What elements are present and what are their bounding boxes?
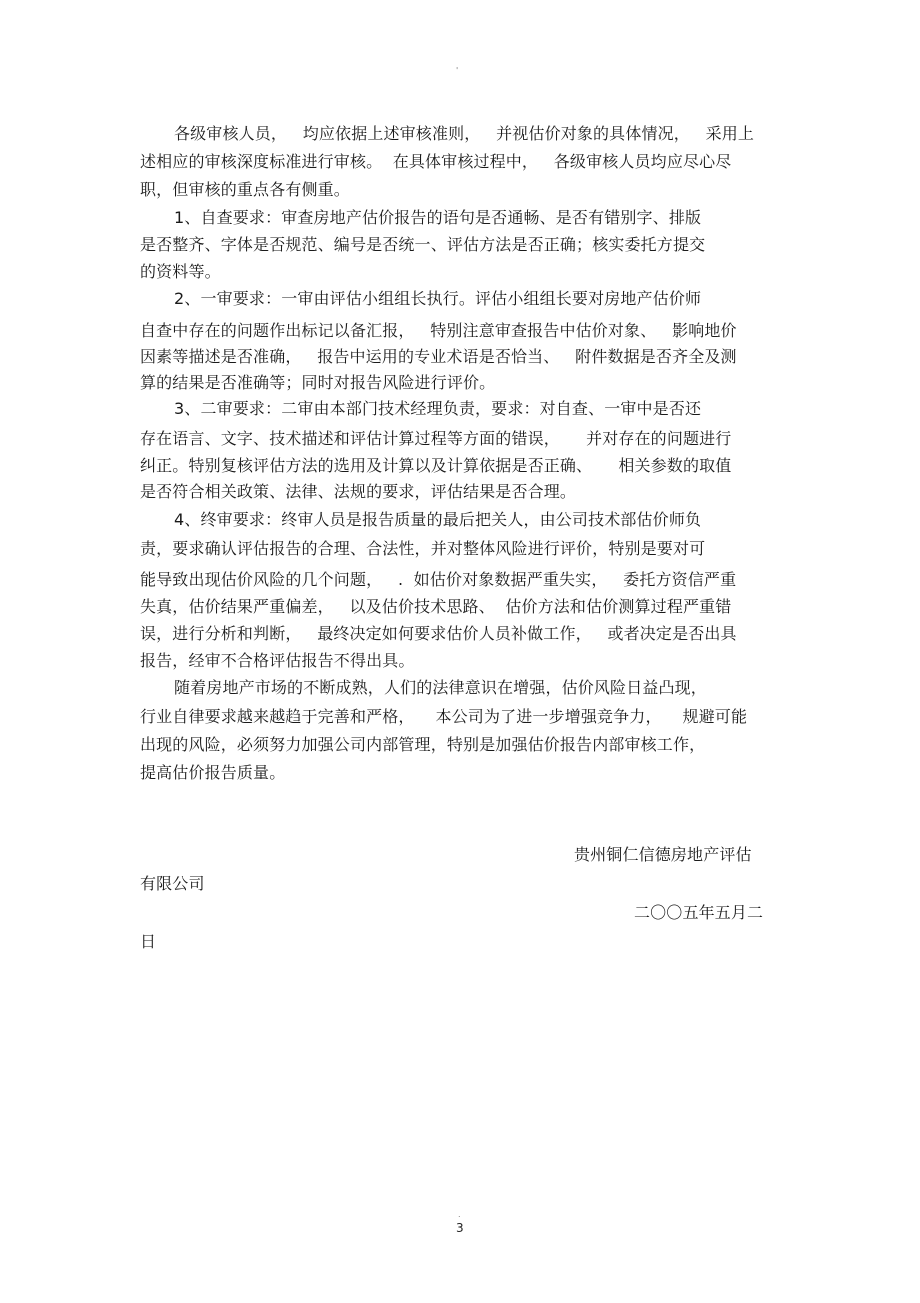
- header-mark: ': [456, 66, 459, 75]
- text-line: 提高估价报告质量。: [140, 763, 286, 782]
- text-line: 随着房地产市场的不断成熟，人们的法律意识在增强，估价风险日益凸现，: [174, 678, 707, 697]
- text-line: 的资料等。: [140, 262, 221, 281]
- text-line: 能导致出现估价风险的几个问题， . 如估价对象数据严重失实， 委托方资信严重: [140, 570, 737, 589]
- text-line: 报告，经审不合格评估报告不得出具。: [140, 651, 415, 670]
- text-line: 责，要求确认评估报告的合理、合法性，并对整体风险进行评价，特别是要对可: [140, 539, 706, 558]
- company-name-continued: 有限公司: [140, 874, 205, 893]
- signature-date: 二〇〇五年五月二: [634, 903, 764, 922]
- text-line: 1、自查要求：审查房地产估价报告的语句是否通畅、是否有错别字、排版: [174, 208, 702, 227]
- text-line: 述相应的审核深度标准进行审核。 在具体审核过程中， 各级审核人员均应尽心尽: [140, 152, 732, 171]
- text-line: 2、一审要求：一审由评估小组组长执行。评估小组组长要对房地产估价师: [174, 289, 702, 308]
- signature-date-continued: 日: [140, 932, 157, 951]
- text-line: 算的结果是否准确等；同时对报告风险进行评价。: [140, 373, 496, 392]
- footer-mark: .: [458, 1210, 461, 1219]
- text-line: 纠正。特别复核评估方法的选用及计算以及计算依据是否正确、 相关参数的取值: [140, 456, 732, 475]
- text-line: 误，进行分析和判断， 最终决定如何要求估价人员补做工作， 或者决定是否出具: [140, 624, 737, 643]
- page-number: 3: [456, 1221, 464, 1235]
- text-line: 4、终审要求：终审人员是报告质量的最后把关人，由公司技术部估价师负: [174, 510, 702, 529]
- text-line: 是否符合相关政策、法律、法规的要求，评估结果是否合理。: [140, 482, 577, 501]
- text-line: 出现的风险，必须努力加强公司内部管理，特别是加强估价报告内部审核工作，: [140, 735, 706, 754]
- text-line: 失真，估价结果严重偏差， 以及估价技术思路、 估价方法和估价测算过程严重错: [140, 597, 732, 616]
- text-line: 存在语言、文字、技术描述和评估计算过程等方面的错误， 并对存在的问题进行: [140, 429, 732, 448]
- text-line: 因素等描述是否准确， 报告中运用的专业术语是否恰当、 附件数据是否齐全及测: [140, 347, 737, 366]
- text-line: 自查中存在的问题作出标记以备汇报， 特别注意审查报告中估价对象、 影响地价: [140, 321, 737, 340]
- text-line: 职，但审核的重点各有侧重。: [140, 180, 350, 199]
- company-name: 贵州铜仁信德房地产评估: [574, 845, 752, 864]
- text-line: 3、二审要求：二审由本部门技术经理负责，要求：对自查、一审中是否还: [174, 399, 702, 418]
- text-line: 行业自律要求越来越趋于完善和严格， 本公司为了进一步增强竞争力， 规避可能: [140, 707, 748, 726]
- text-line: 各级审核人员， 均应依据上述审核准则， 并视估价对象的具体情况， 采用上: [174, 124, 755, 143]
- text-line: 是否整齐、字体是否规范、编号是否统一、评估方法是否正确；核实委托方提交: [140, 235, 706, 254]
